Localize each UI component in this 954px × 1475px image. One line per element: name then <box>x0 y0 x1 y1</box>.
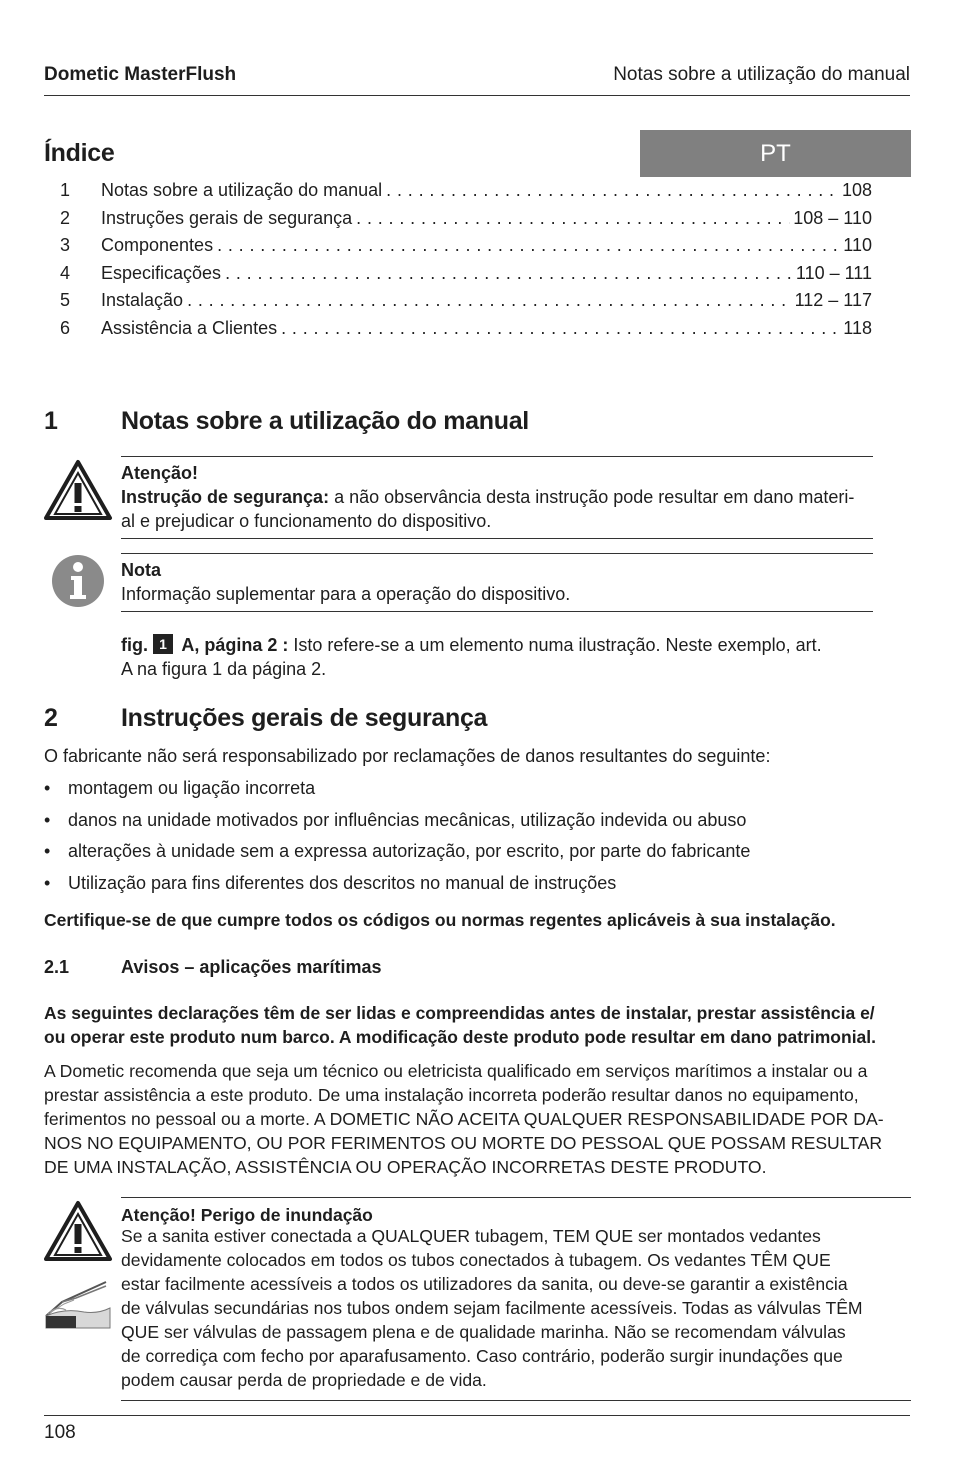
toc-entry-label: Notas sobre a utilização do manual <box>101 180 383 200</box>
toc-leader-dots <box>187 290 792 311</box>
flood-warning-top-rule <box>121 1197 911 1198</box>
warning-heading: Atenção! <box>121 463 199 483</box>
language-tag: PT <box>640 130 911 177</box>
toc-entry[interactable] <box>60 318 872 346</box>
figure-number-badge: 1 <box>153 634 173 654</box>
section-2-1-heading: 2.1 Avisos – aplicações marítimas <box>44 957 382 977</box>
warning-top-rule <box>121 456 873 457</box>
toc-entry-page: 108 <box>841 180 872 200</box>
page-number: 108 <box>44 1422 76 1443</box>
toc-entry-number: 2 <box>60 207 71 228</box>
toc-entry[interactable] <box>60 235 872 263</box>
note-top-rule <box>121 553 873 554</box>
toc-entry-number: 6 <box>60 317 71 338</box>
figure-reference: fig. 1 A, página 2 : Isto refere-se a um elemento numa ilustração. Neste exemplo, art. A na figura 1 da página 2. <box>121 635 822 679</box>
compliance-note: Certifique-se de que cumpre todos os códigos ou normas regentes aplicáveis à sua instalação. <box>44 910 836 930</box>
note-text: Informação suplementar para a operação do dispositivo. <box>121 584 571 604</box>
toc-leader-dots <box>225 263 793 284</box>
flood-warning-bottom-rule <box>121 1400 911 1401</box>
toc-entry[interactable] <box>60 208 872 236</box>
footer-rule <box>44 1415 910 1416</box>
list-item: • alterações à unidade sem a expressa autorização, por escrito, por parte do fabricante <box>44 841 751 861</box>
toc-leader-dots <box>281 318 840 339</box>
warning-bottom-rule <box>121 538 873 539</box>
header-brand: Dometic MasterFlush <box>44 64 237 85</box>
toc-entry-page: 108 – 110 <box>793 207 872 228</box>
list-item: • Utilização para fins diferentes dos descritos no manual de instruções <box>44 873 617 893</box>
toc-entry-label: Especificações <box>101 262 222 283</box>
list-item: • montagem ou ligação incorreta <box>44 778 316 798</box>
list-item: • danos na unidade motivados por influências mecânicas, utilização indevida ou abuso <box>44 810 747 830</box>
info-icon <box>51 554 105 608</box>
toc-entry[interactable] <box>60 180 872 208</box>
flood-warning-text: Se a sanita estiver conectada a QUALQUER tubagem, TEM QUE ser montados vedantes devidamente colocados em todos os tubos conectados à tubagem. Os vedantes TÊM QUE estar facilmente acessíveis a todos os utilizadores da sanita, ou deve-se garantir a existência de válvulas secundárias nos tubos ondem sejam facilmente acessíveis. Todas as válvulas TÊM QUE ser válvulas de passagem plena e de qualidade marinha. Não se recomendam válvulas de corrediça com fecho por aparafusamento. Caso contrário, poderão surgir inundações que podem causar perda de propriedade e de vida. <box>121 1226 863 1390</box>
toc-entry-number: 3 <box>60 235 71 256</box>
marine-bold-paragraph: As seguintes declarações têm de ser lidas e compreendidas antes de instalar, prestar assistência e/ ou operar este produto num barco. A modificação deste produto pode resultar em dano patrimonial. <box>44 1003 877 1047</box>
toc-leader-dots <box>217 235 840 256</box>
toc-leader-dots <box>386 180 839 201</box>
toc-entry-label: Componentes <box>101 235 214 256</box>
toc-entry-page: 110 <box>843 235 872 256</box>
toc-title: Índice <box>44 139 115 167</box>
toc-entry-label: Assistência a Clientes <box>101 317 278 338</box>
header-section: Notas sobre a utilização do manual <box>613 64 910 85</box>
toc-entry-number: 4 <box>60 262 71 283</box>
warning-triangle-icon <box>43 1200 113 1262</box>
toc-entry-page: 110 – 111 <box>795 262 872 283</box>
toc-entry-number: 1 <box>60 180 71 200</box>
toc-entry-label: Instalação <box>101 290 184 311</box>
marine-paragraph: A Dometic recomenda que seja um técnico ou eletricista qualificado em serviços marítimos a instalar ou a prestar assistência a este produto. De uma instalação incorreta poderão resultar danos no equipamento, ferimentos no pessoal ou a morte. A DOMETIC NÃO ACEITA QUALQUER RESPONSABILIDADE POR DA- NOS NO EQUIPAMENTO, OU POR FERIMENTOS OU MORTE DO PESSOAL QUE POSSAM RESULTAR DE UMA INSTALAÇÃO, ASSISTÊNCIA OU OPERAÇÃO INCORRETAS DESTE PRODUTO. <box>44 1061 884 1177</box>
toc-entry[interactable] <box>60 263 872 291</box>
section-1-heading: 1 Notas sobre a utilização do manual <box>44 407 529 435</box>
toc-entry-label: Instruções gerais de segurança <box>101 207 353 228</box>
toc-entry-number: 5 <box>60 290 71 311</box>
toc-leader-dots <box>356 208 790 229</box>
toc-entry[interactable] <box>60 290 872 318</box>
toc-entry-page: 118 <box>843 317 872 338</box>
warning-triangle-icon <box>43 459 113 521</box>
note-bottom-rule <box>121 611 873 612</box>
flood-hazard-icon <box>44 1276 112 1330</box>
section-2-heading: 2 Instruções gerais de segurança <box>44 704 488 732</box>
header-rule <box>44 95 910 96</box>
table-of-contents <box>60 180 872 346</box>
section-2-intro: O fabricante não será responsabilizado por reclamações de danos resultantes do seguinte: <box>44 746 771 766</box>
warning-text: Instrução de segurança: a não observância desta instrução pode resultar em dano materi- al e prejudicar o funcionamento do dispositivo. <box>121 487 855 531</box>
toc-entry-page: 112 – 117 <box>794 290 872 311</box>
note-heading: Nota <box>121 560 161 580</box>
flood-warning-heading: Atenção! Perigo de inundação <box>121 1205 373 1225</box>
